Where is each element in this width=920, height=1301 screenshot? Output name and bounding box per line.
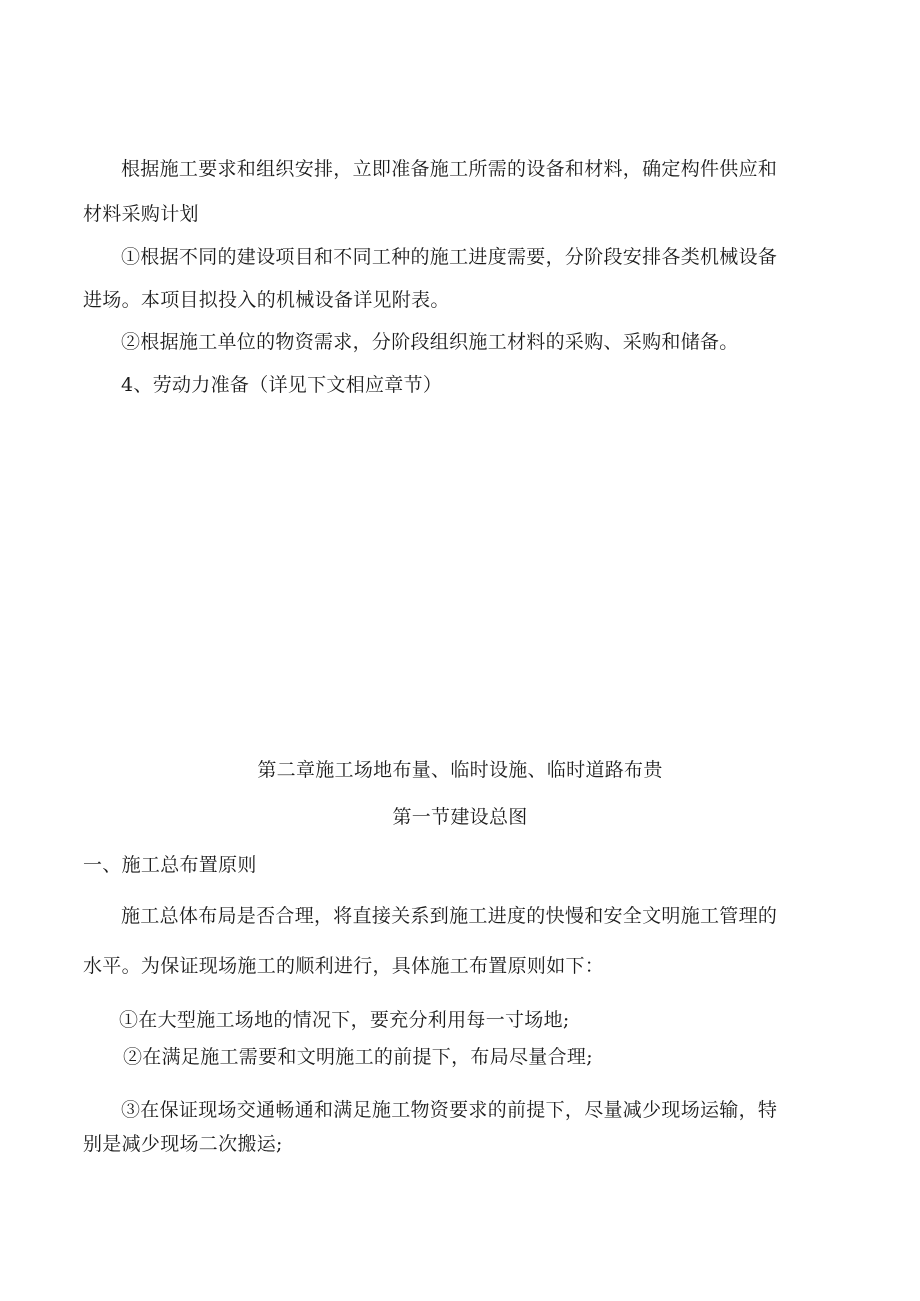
paragraph-layout-line-2: 水平。为保证现场施工的顺利进行，具体施工布置原则如下： [83, 955, 605, 977]
chapter-title: 第二章施工场地布量、临时设施、临时道路布贵 [257, 759, 663, 781]
principle-item-1: ①在大型施工场地的情况下，要充分利用每一寸场地; [119, 1009, 570, 1031]
list-item-machinery-line-2: 进场。本项目拟投入的机械设备详见附表。 [83, 289, 450, 311]
section-title: 第一节建设总图 [392, 806, 528, 828]
paragraph-preparation-line-1: 根据施工要求和组织安排，立即准备施工所需的设备和材料，确定构件供应和 [121, 158, 778, 180]
heading-layout-principles: 一、施工总布置原则 [83, 854, 257, 876]
list-item-materials: ②根据施工单位的物资需求，分阶段组织施工材料的采购、采购和储备。 [121, 331, 739, 353]
principle-item-3-line-1: ③在保证现场交通畅通和满足施工物资要求的前提下，尽量减少现场运输，特 [121, 1099, 778, 1121]
paragraph-preparation-line-2: 材料采购计划 [83, 203, 199, 225]
paragraph-layout-line-1: 施工总体布局是否合理，将直接关系到施工进度的快慢和安全文明施工管理的 [121, 905, 778, 927]
principle-item-2: ②在满足施工需要和文明施工的前提下，布局尽量合理; [123, 1046, 593, 1068]
principle-item-3-line-2: 别是减少现场二次搬运; [83, 1133, 283, 1155]
list-item-labor: 4、劳动力准备（详见下文相应章节） [121, 374, 443, 396]
list-item-machinery-line-1: ①根据不同的建设项目和不同工种的施工进度需要，分阶段安排各类机械设备 [121, 246, 778, 268]
